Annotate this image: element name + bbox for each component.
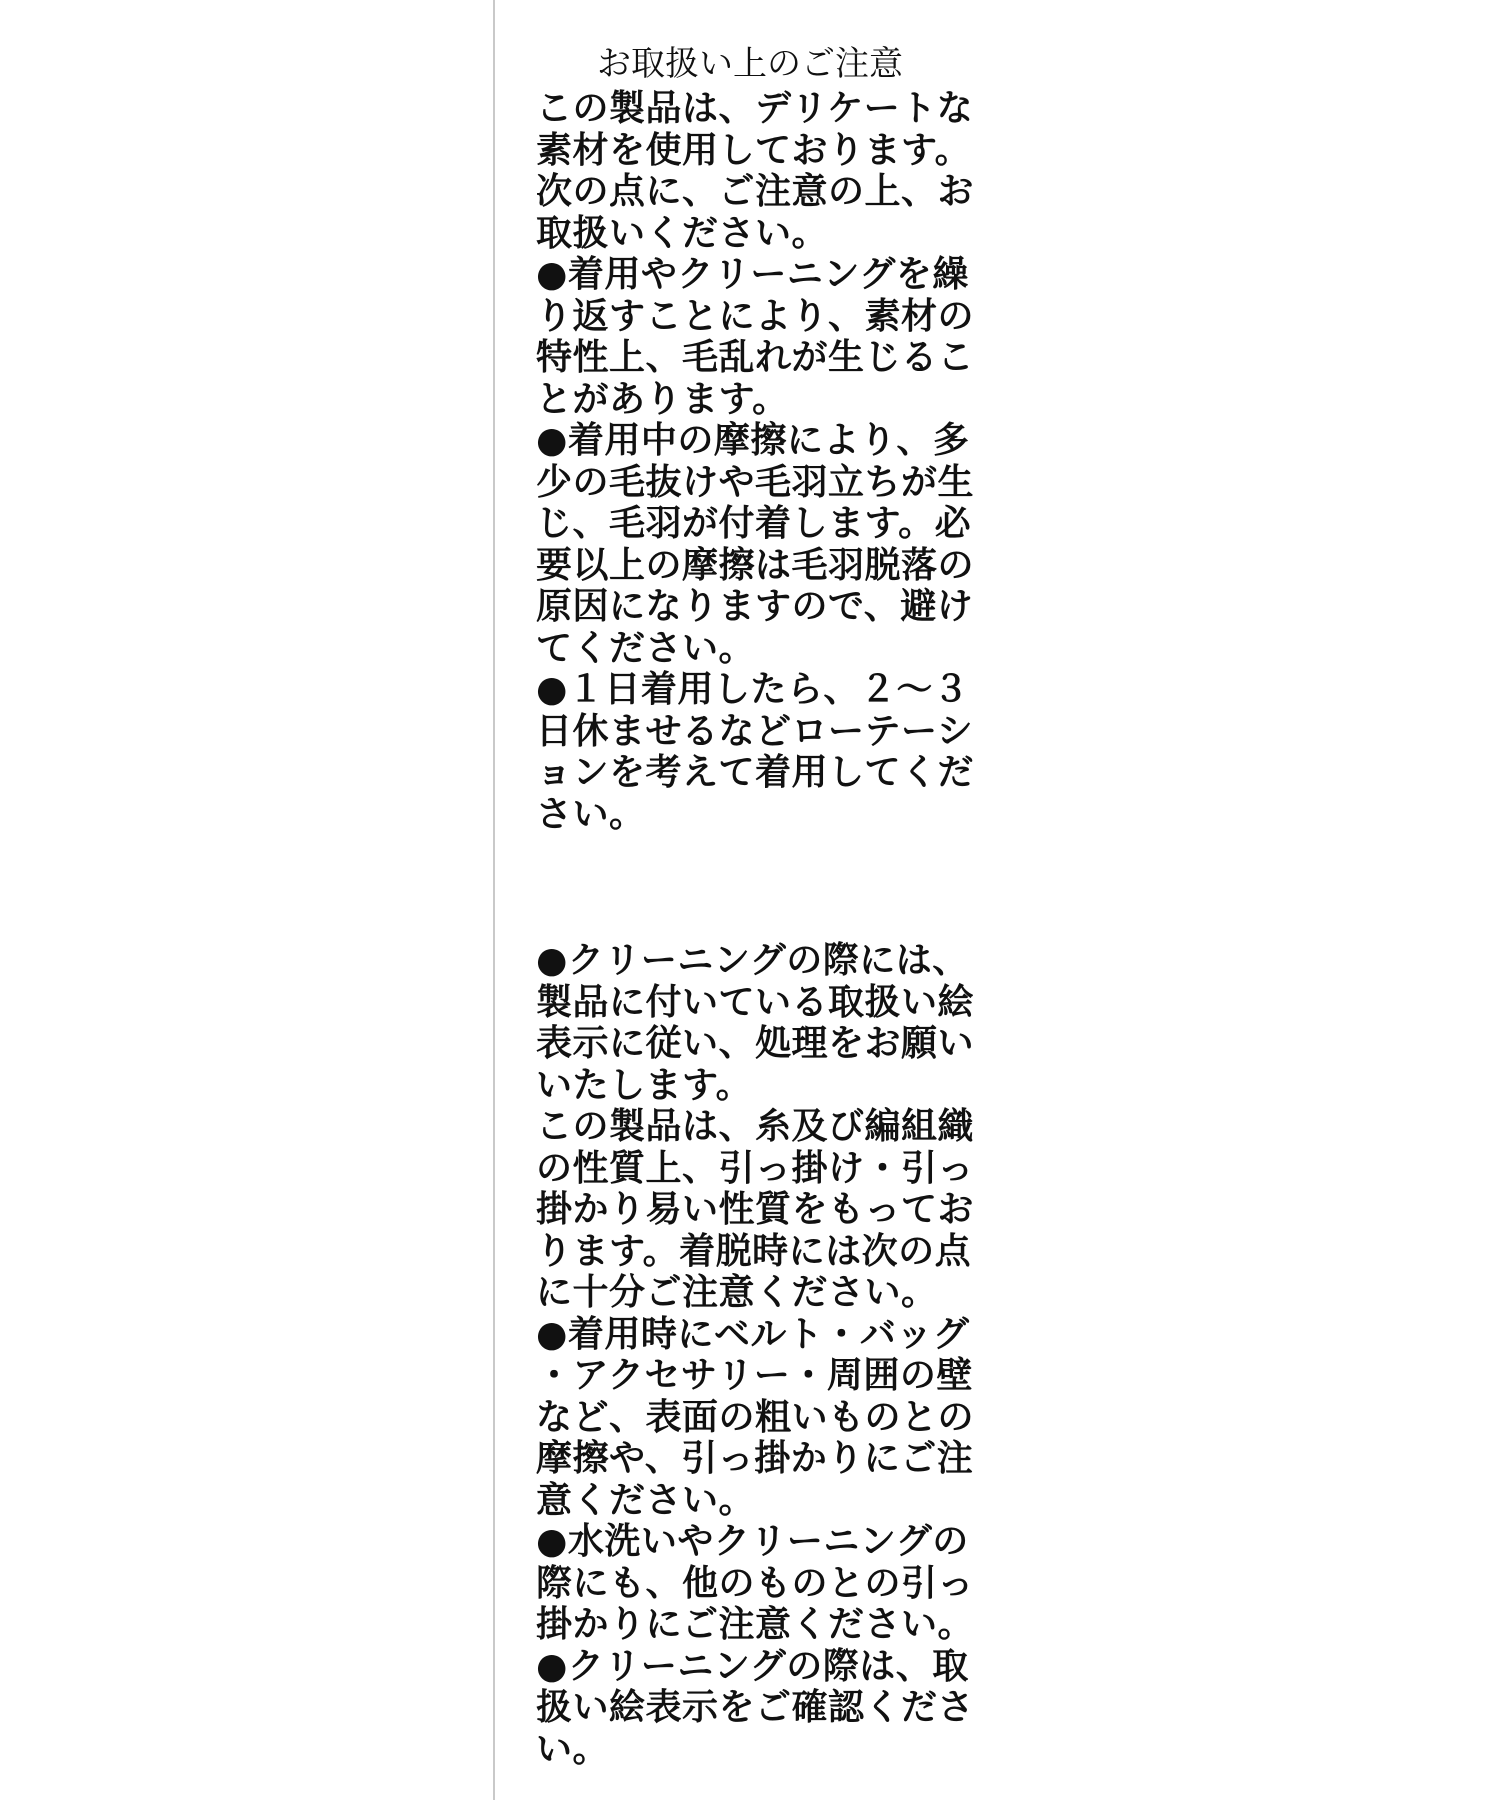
text-line: さい。 [536, 793, 646, 835]
text-line: など、表面の粗いものとの [536, 1396, 975, 1438]
text-line: 際にも、他のものとの引っ [536, 1562, 975, 1604]
text-line: この製品は、糸及び編組織 [536, 1106, 975, 1147]
text-line: 特性上、毛乱れが生じるこ [536, 337, 975, 378]
text-line: 要以上の摩擦は毛羽脱落の [536, 544, 975, 586]
text-line: ●着用中の摩擦により、多 [536, 420, 970, 461]
text-line: い。 [536, 1728, 610, 1770]
text-line: 日休ませるなどローテーシ [536, 710, 974, 752]
text-line: 意ください。 [536, 1479, 756, 1521]
text-line: ョンを考えて着用してくだ [536, 752, 975, 793]
text-line: 取扱いください。 [536, 212, 829, 254]
text-line: の性質上、引っ掛け・引っ [536, 1147, 975, 1189]
text-line: 摩擦や、引っ掛かりにご注 [536, 1438, 974, 1479]
text-line: 次の点に、ご注意の上、お [536, 171, 975, 212]
text-line: じ、毛羽が付着します。必 [536, 503, 972, 544]
care-instructions-block-1 [536, 88, 976, 835]
text-line: 扱い絵表示をご確認くださ [536, 1687, 975, 1728]
text-line: に十分ご注意ください。 [536, 1272, 938, 1313]
text-line: 掛かり易い性質をもってお [536, 1189, 975, 1230]
text-line: 掛かりにご注意ください。 [536, 1604, 975, 1645]
text-line: とがあります。 [536, 378, 789, 420]
text-line: 原因になりますので、避け [536, 586, 974, 627]
vertical-divider [493, 0, 495, 1800]
text-line: ●水洗いやクリーニングの [536, 1521, 969, 1562]
text-line: 表示に従い、処理をお願い [536, 1023, 975, 1064]
page-title: お取扱い上のご注意 [597, 44, 903, 84]
text-line: ●クリーニングの際には、 [536, 940, 969, 981]
text-line: ●クリーニングの際は、取 [536, 1645, 969, 1687]
text-line: り返すことにより、素材の [536, 295, 975, 337]
text-line: ・アクセサリー・周囲の壁 [536, 1355, 973, 1396]
text-line: ります。着脱時には次の点 [536, 1230, 972, 1272]
text-line: ●着用やクリーニングを繰 [536, 254, 969, 295]
text-line: 製品に付いている取扱い絵 [536, 981, 975, 1023]
text-line: 素材を使用しております。 [536, 129, 972, 171]
text-line: 少の毛抜けや毛羽立ちが生 [536, 461, 975, 503]
care-instructions-block-2 [536, 940, 976, 1770]
text-line: ●１日着用したら、２～３ [536, 669, 970, 710]
text-line: ●着用時にベルト・バッグ [536, 1313, 970, 1355]
text-line: てください。 [536, 627, 756, 669]
text-line: この製品は、デリケートな [536, 88, 974, 129]
text-line: いたします。 [536, 1064, 753, 1106]
